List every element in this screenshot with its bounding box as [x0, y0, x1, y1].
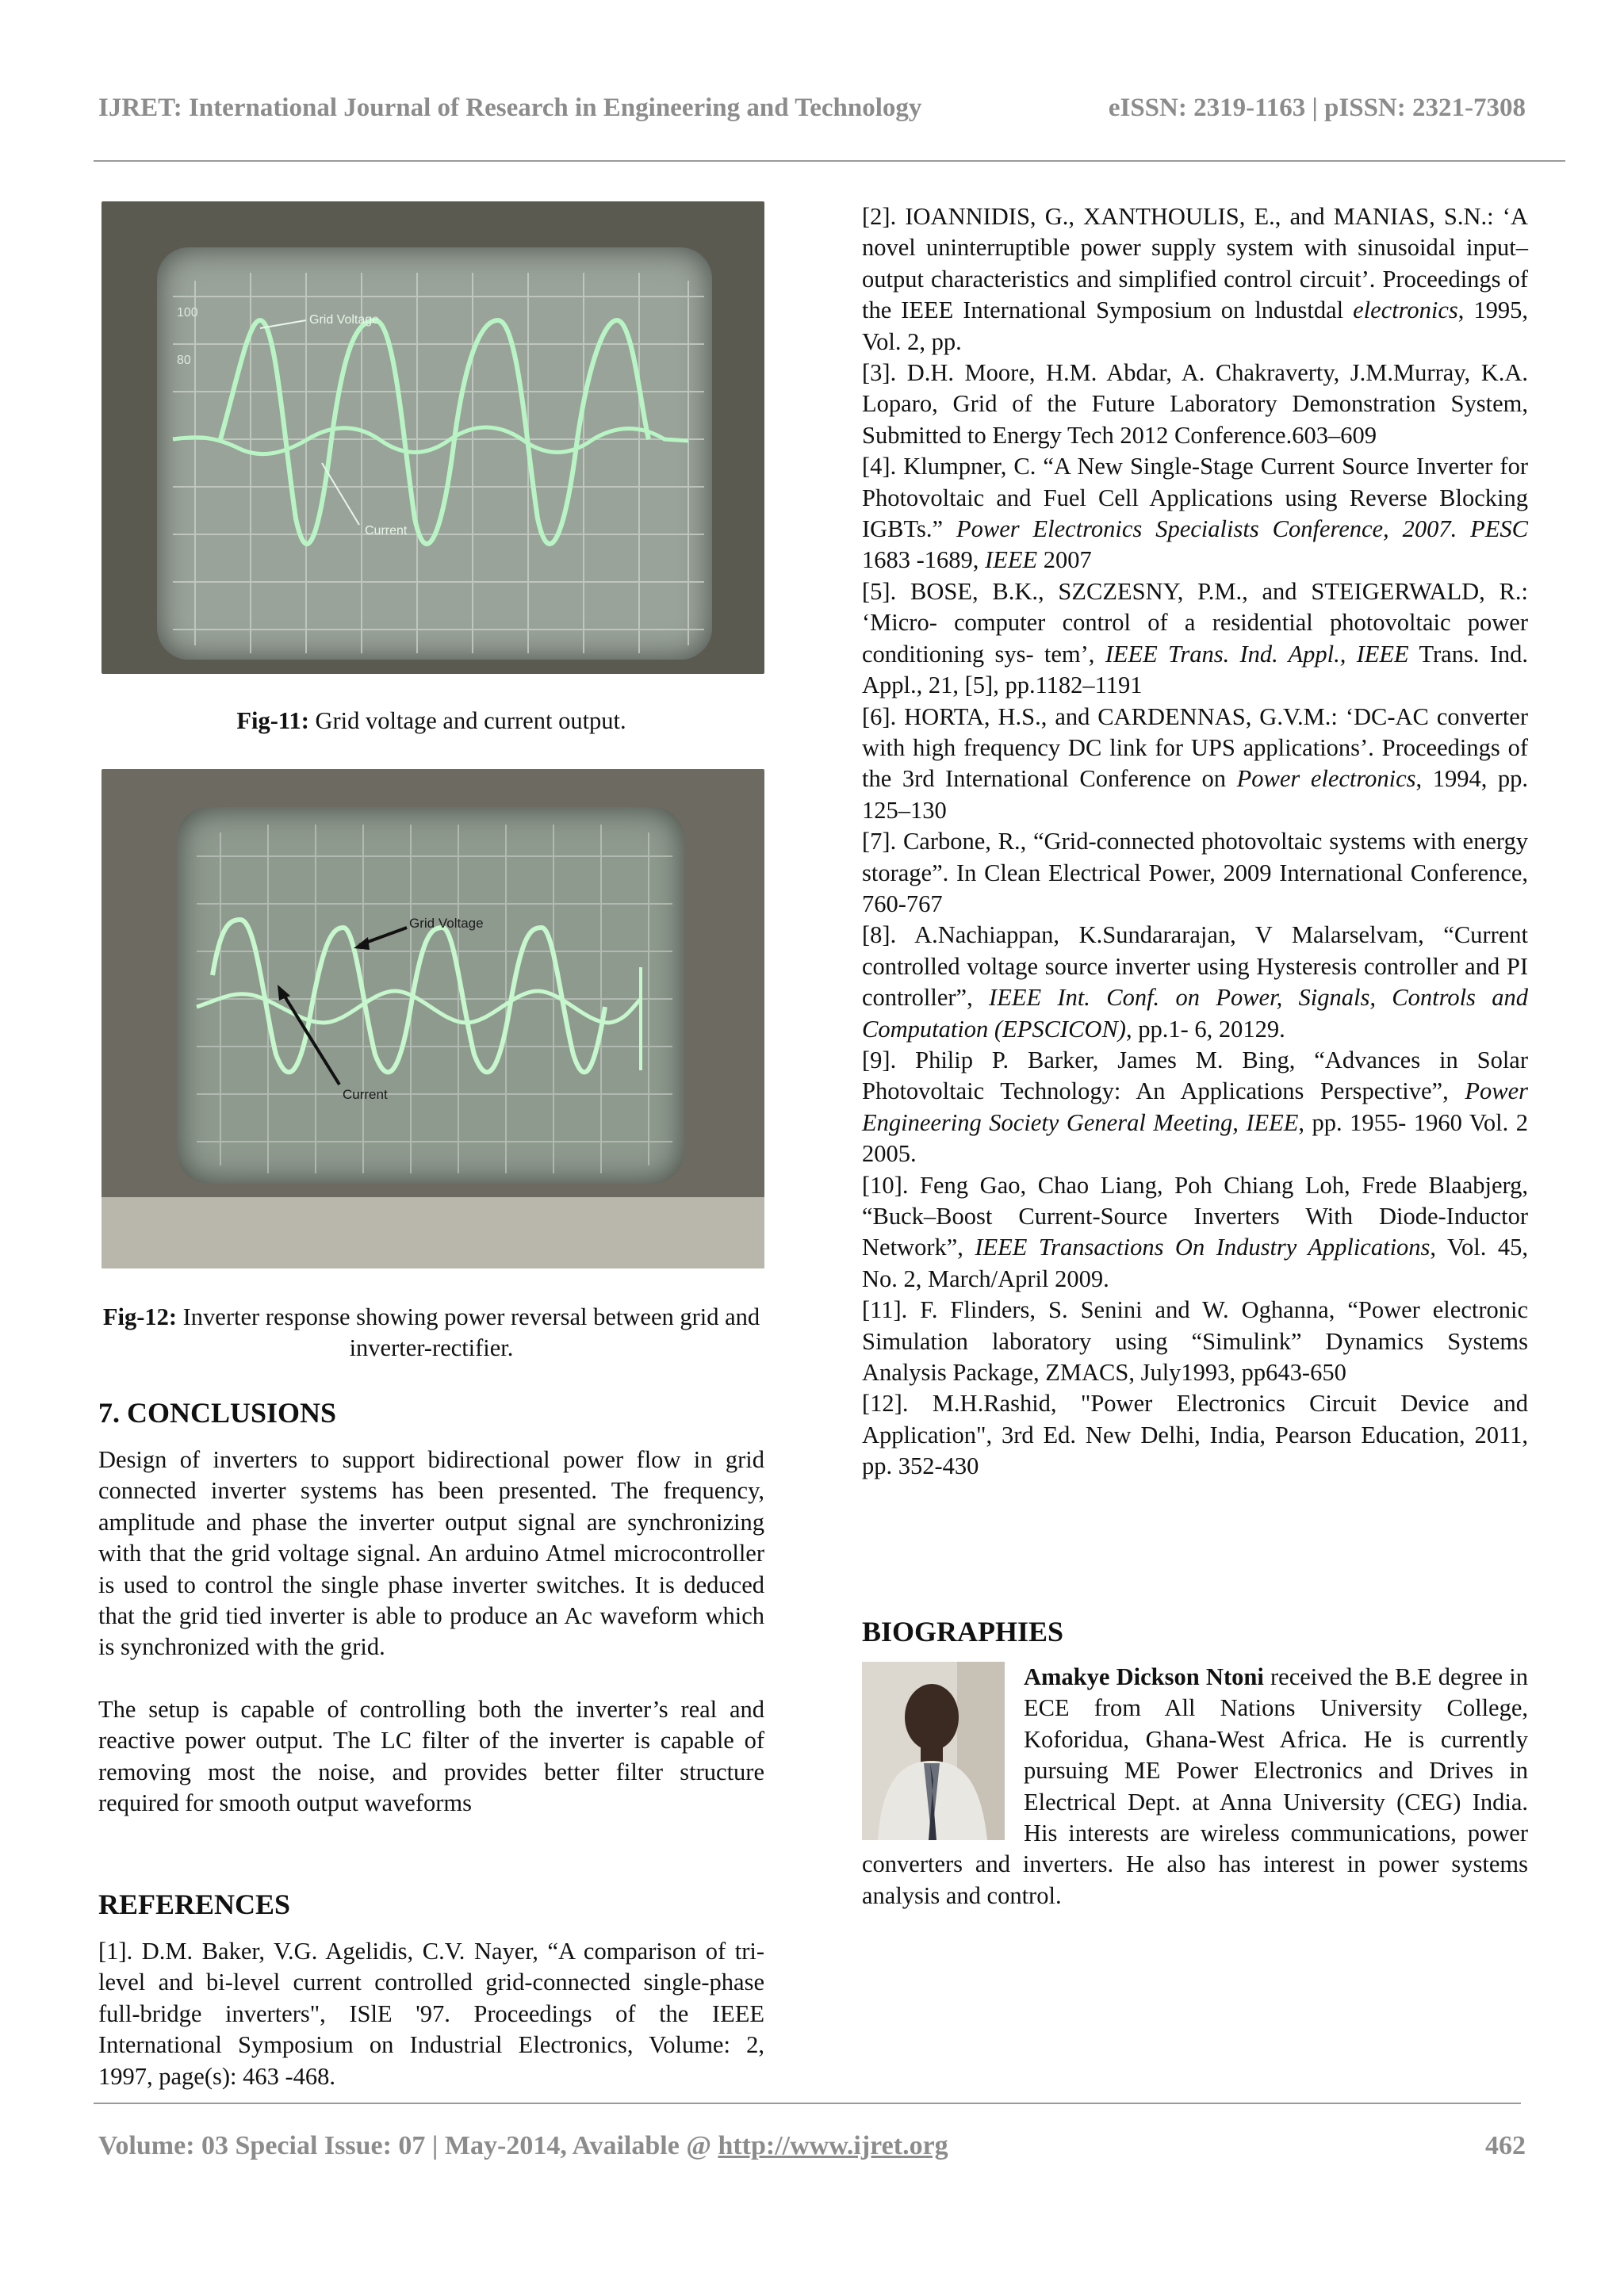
- references-section-right: [862, 201, 1528, 1483]
- reference-8: [862, 920, 1528, 1045]
- reference-4: [862, 451, 1528, 576]
- author-photo: [862, 1662, 1013, 1846]
- journal-link[interactable]: http://www.ijret.org: [718, 2131, 948, 2160]
- ref2-italic: electronics: [1353, 297, 1458, 324]
- references-heading: REFERENCES: [98, 1888, 291, 1920]
- page-number: 462: [1485, 2131, 1526, 2160]
- issn: eISSN: 2319-1163 | pISSN: 2321-7308: [1108, 94, 1526, 122]
- fig11-caption-text: Grid voltage and current output.: [308, 707, 626, 734]
- figure-11-image: [102, 201, 764, 674]
- conclusions-paragraph-2: The setup is capable of controlling both the inverter’s real and reactive power output. The LC filter of the inverter is capable of removing most the noise, and provides better filter structure required for smooth output waveforms: [98, 1695, 764, 1817]
- ref4-text-c: 2007: [1037, 546, 1092, 574]
- ref2-text-a: [2]. IOANNIDIS, G., XANTHOULIS, E., and MANIAS, S.N.: ‘A novel uninterruptible power supply system with sinusoidal input–output characteristics and simplified control circuit’. Proceedings of the IEEE International Symposium on lndustdal: [862, 203, 1528, 324]
- author-name: Amakye Dickson Ntoni: [1024, 1663, 1264, 1690]
- reference-1: [1]. D.M. Baker, V.G. Agelidis, C.V. Nayer, “A comparison of tri-level and bi-level current controlled grid-connected single-phase full-bridge inverters", ISlE '97. Proceedings of the IEEE International Symposium on Industrial Electronics, Volume: 2, 1997, page(s): 463 -468.: [98, 1938, 764, 2090]
- biography: [862, 1662, 1528, 1911]
- ref10-text-b: , Vol. 45, No. 2, March/April 2009.: [862, 1234, 1528, 1292]
- reference-6: [862, 702, 1528, 827]
- header-rule: [94, 160, 1565, 162]
- figure-12-caption: [98, 1302, 764, 1364]
- fig11-scale-100: 100: [177, 306, 198, 320]
- reference-11: [11]. F. Flinders, S. Senini and W. Oghanna, “Power electronic Simulation laboratory using “Simulink” Dynamics Systems Analysis Package, ZMACS, July1993, pp643-650: [862, 1296, 1528, 1387]
- fig11-grid-voltage-label: Grid Voltage: [309, 313, 380, 327]
- biography-text: received the B.E degree in ECE from All Nations University College, Koforidua, Ghana-West Africa. He is currently pursuing ME Power Electronics and Drives in Electrical Dept. at Anna University (CEG) India. His interests are wireless communications, power converters and inverters. He also has interest in power systems analysis and control.: [862, 1663, 1528, 1909]
- reference-5: [862, 576, 1528, 702]
- fig12-traces: [102, 769, 764, 1269]
- journal-name: IJRET: International Journal of Research in Engineering and Technology: [98, 94, 922, 122]
- reference-10: [862, 1170, 1528, 1295]
- reference-2: [862, 201, 1528, 358]
- reference-3: [3]. D.H. Moore, H.M. Abdar, A. Chakraverty, J.M.Murray, K.A. Loparo, Grid of the Future Laboratory Demonstration System, Submitted to Energy Tech 2012 Conference.603–609: [862, 359, 1528, 449]
- references-section-left: [98, 1887, 764, 2092]
- biographies-heading: BIOGRAPHIES: [862, 1616, 1064, 1647]
- ref9-text-b: , pp. 1955- 1960 Vol. 2 2005.: [862, 1108, 1528, 1168]
- running-footer: [98, 2131, 1526, 2161]
- ref8-text-a: [8]. A.Nachiappan, K.Sundararajan, V Malarselvam, “Current controlled voltage source inverter using Hysteresis controller and PI controller”,: [862, 921, 1528, 1012]
- ref6-text-a: [6]. HORTA, H.S., and CARDENNAS, G.V.M.: ‘DC-AC converter with high frequency DC link for UPS applications’. Proceedings of the 3rd International Conference on: [862, 702, 1528, 793]
- fig12-grid-voltage-label: Grid Voltage: [409, 916, 484, 931]
- conclusions-heading: 7. CONCLUSIONS: [98, 1397, 337, 1429]
- ref8-italic: IEEE Int. Conf. on Power, Signals, Controls and Computation (EPSCICON): [862, 984, 1528, 1043]
- ref10-italic: IEEE Transactions On Industry Applications: [975, 1234, 1431, 1261]
- conclusions-section: [98, 1395, 764, 1819]
- figure-12-image: [102, 769, 764, 1269]
- fig11-label: Fig-11:: [236, 707, 309, 734]
- fig11-current-label: Current: [365, 524, 408, 538]
- footer-rule: [94, 2103, 1521, 2104]
- figure-11-caption: [98, 706, 764, 737]
- ref6-text-b: , 1994, pp. 125–130: [862, 765, 1529, 824]
- ref5-text-b: Trans. Ind. Appl., 21, [5], pp.1182–1191: [862, 640, 1529, 699]
- ref4-italic: Power Electronics Specialists Conference, 2007. PESC: [956, 515, 1529, 543]
- reference-12: [12]. M.H.Rashid, "Power Electronics Circuit Device and Application", 3rd Ed. New Delhi, India, Pearson Education, 2011, pp. 352-430: [862, 1390, 1528, 1480]
- ref6-italic: Power electronics: [1236, 765, 1416, 793]
- footer-text: Volume: 03 Special Issue: 07 | May-2014, Available @: [98, 2131, 718, 2160]
- ref4-text-a: [4]. Klumpner, C. “A New Single-Stage Current Source Inverter for Photovoltaic and Fuel Cell Applications using Reverse Blocking IGBTs.”: [862, 453, 1528, 543]
- ref4-text-b: 1683 -1689,: [862, 546, 986, 574]
- ref9-text-a: [9]. Philip P. Barker, James M. Bing, “Advances in Solar Photovoltaic Technology: An Applications Perspective”,: [862, 1046, 1528, 1105]
- ref5-text-a: [5]. BOSE, B.K., SZCZESNY, P.M., and STEIGERWALD, R.: ‘Micro- computer control of a residential photovoltaic power conditioning sys- tem’,: [862, 577, 1528, 668]
- fig12-label: Fig-12:: [102, 1303, 178, 1330]
- footer-volume: [98, 2131, 948, 2161]
- running-header: [98, 94, 1526, 123]
- fig12-caption-text: Inverter response showing power reversal between grid and inverter-rectifier.: [177, 1303, 760, 1361]
- ref5-italic: IEEE Trans. Ind. Appl., IEEE: [1105, 640, 1409, 668]
- ref10-text-a: [10]. Feng Gao, Chao Liang, Poh Chiang Loh, Frede Blaabjerg, “Buck–Boost Current-Source Inverters With Diode-Inductor Network”,: [862, 1171, 1528, 1261]
- ref8-text-b: , pp.1- 6, 20129.: [1125, 1015, 1285, 1043]
- biographies-heading-wrap: [862, 1614, 1528, 1649]
- author-portrait: [862, 1662, 1005, 1840]
- ref2-text-b: , 1995, Vol. 2, pp.: [862, 297, 1529, 355]
- ref4-italic-2: IEEE: [985, 546, 1038, 574]
- ref9-italic: Power Engineering Society General Meeting, IEEE: [862, 1077, 1528, 1136]
- conclusions-paragraph-1: Design of inverters to support bidirectional power flow in grid connected inverter systems has been presented. The frequency, amplitude and phase the inverter output signal are synchronizing with that the grid voltage signal. An arduino Atmel microcontroller is used to control the single phase inverter switches. It is deduced that the grid tied inverter is able to produce an Ac waveform which is synchronized with the grid.: [98, 1446, 764, 1661]
- reference-7: [7]. Carbone, R., “Grid-connected photovoltaic systems with energy storage”. In Clean Electrical Power, 2009 International Conference, 760-767: [862, 828, 1528, 917]
- reference-9: [862, 1045, 1528, 1170]
- fig12-current-label: Current: [343, 1087, 388, 1102]
- fig11-scale-80: 80: [177, 354, 191, 367]
- fig11-traces: [102, 201, 764, 674]
